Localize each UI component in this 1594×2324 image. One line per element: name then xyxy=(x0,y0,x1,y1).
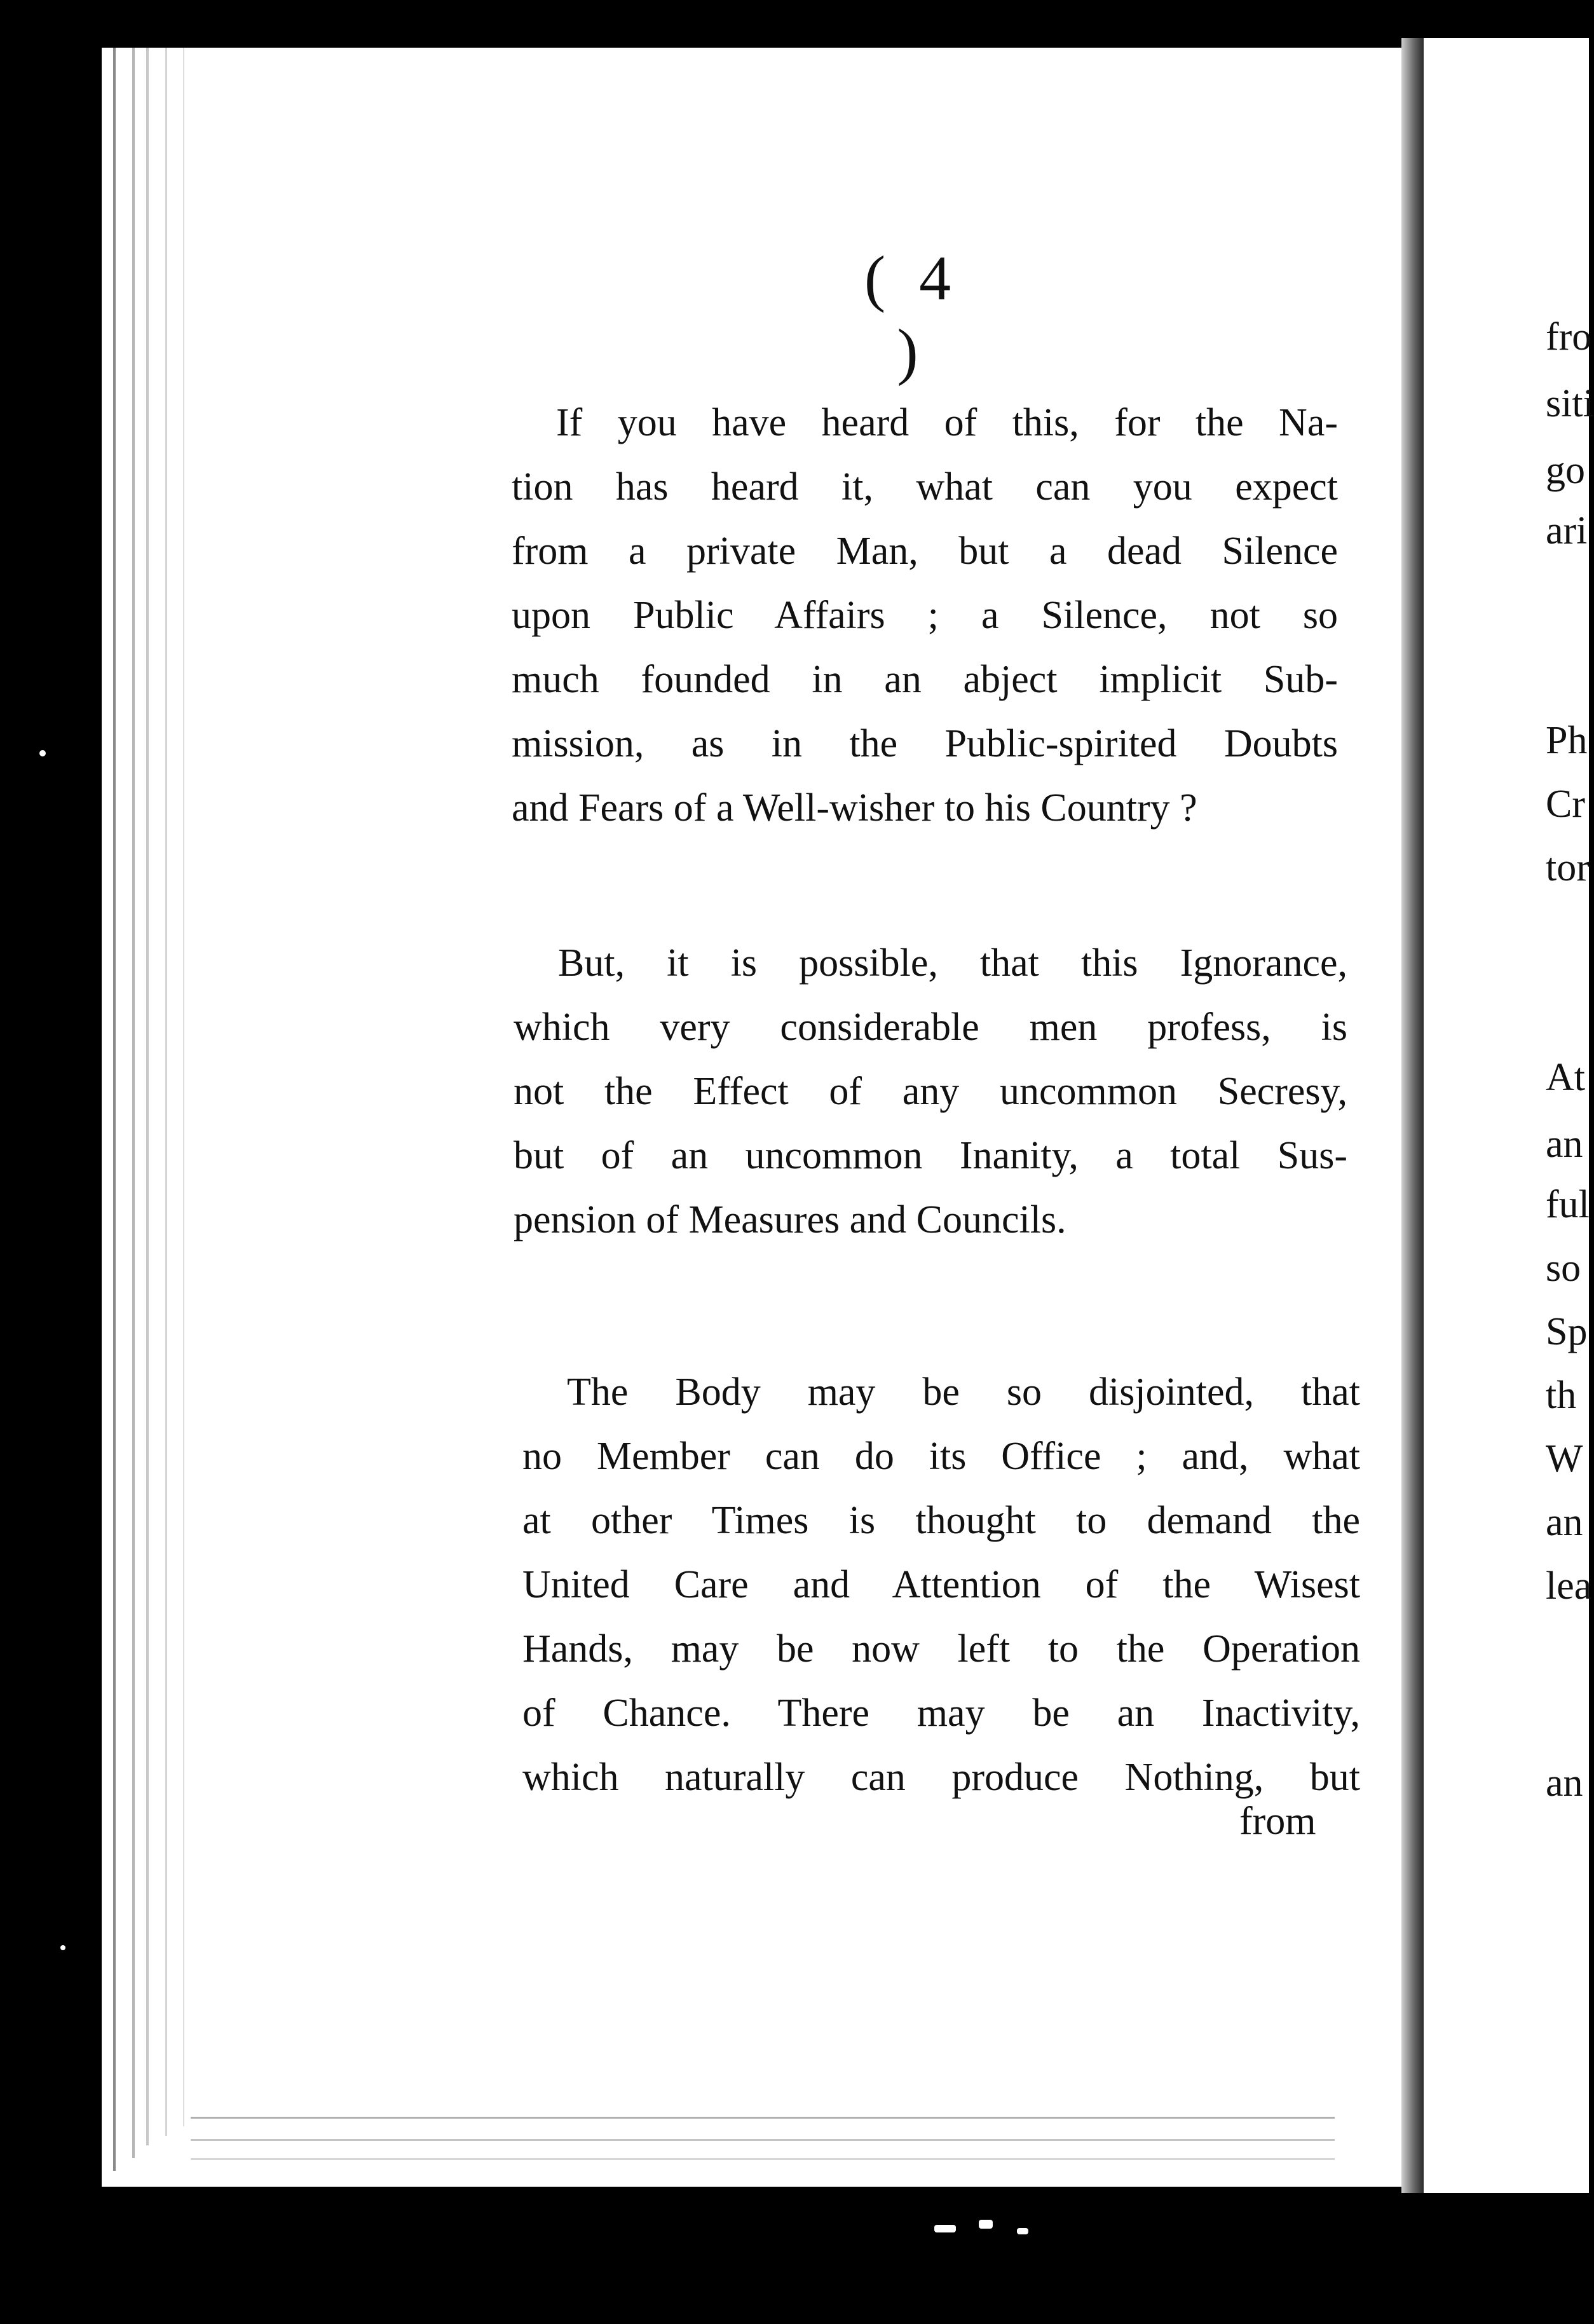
text-line: which naturally can produce Nothing, but xyxy=(522,1756,1360,1799)
scan-speck xyxy=(934,2225,956,2232)
page-edge xyxy=(183,48,184,2126)
text-line: but of an uncommon Inanity, a total Sus- xyxy=(514,1134,1347,1177)
text-line: upon Public Affairs ; a Silence, not so xyxy=(512,594,1338,637)
paragraph-2 xyxy=(514,931,1347,1252)
right-page-fragment: ful xyxy=(1546,1183,1590,1226)
right-page-fragment: siti xyxy=(1546,382,1594,425)
right-page-fragment: an xyxy=(1546,1761,1583,1805)
text-line: If you have heard of this, for the Na- xyxy=(556,401,1338,444)
right-page-fragment: Ph xyxy=(1546,719,1588,762)
page-number: ( 4 ) xyxy=(864,243,960,386)
right-page-fragment: an xyxy=(1546,1123,1583,1166)
text-line: not the Effect of any uncommon Secresy, xyxy=(514,1070,1347,1113)
right-page-fragment: ari xyxy=(1546,509,1588,552)
text-line: But, it is possible, that this Ignorance, xyxy=(558,941,1347,985)
text-line: at other Times is thought to demand the xyxy=(522,1499,1360,1542)
right-page xyxy=(1424,38,1594,2193)
right-page-fragment: so xyxy=(1546,1247,1581,1290)
page-edge xyxy=(113,48,116,2171)
page-bottom-edge xyxy=(191,2139,1335,2141)
paragraph-3 xyxy=(522,1360,1360,1810)
page-edge xyxy=(146,48,149,2145)
page-edge xyxy=(132,48,135,2158)
scan-speck xyxy=(39,750,46,756)
text-line: Hands, may be now left to the Operation xyxy=(522,1627,1360,1671)
right-page-fragment: Sp xyxy=(1546,1310,1588,1353)
right-page-fragment: fro xyxy=(1546,315,1592,359)
text-line: pension of Measures and Councils. xyxy=(514,1198,1066,1241)
scan-speck xyxy=(979,2220,993,2229)
text-line: of Chance. There may be an Inactivity, xyxy=(522,1692,1360,1735)
paragraph-1 xyxy=(512,391,1338,840)
right-page-fragment: go xyxy=(1546,449,1585,492)
right-page-fragment: th xyxy=(1546,1374,1577,1417)
text-line: mission, as in the Public-spirited Doubts xyxy=(512,722,1338,765)
scan-speck xyxy=(1017,2228,1028,2234)
text-line: and Fears of a Well-wisher to his Country ? xyxy=(512,786,1197,830)
text-line: from a private Man, but a dead Silence xyxy=(512,530,1338,573)
right-page-fragment: W xyxy=(1546,1437,1583,1480)
right-page-fragment: Cr xyxy=(1546,783,1585,826)
scan-speck xyxy=(60,1945,65,1950)
page-bottom-edge xyxy=(191,2117,1335,2119)
text-line: much founded in an abject implicit Sub- xyxy=(512,658,1338,701)
text-line: United Care and Attention of the Wisest xyxy=(522,1563,1360,1606)
book-gutter xyxy=(1401,38,1424,2193)
page-edge xyxy=(165,48,167,2136)
text-line: The Body may be so disjointed, that xyxy=(567,1370,1360,1414)
right-page-fragment: lea xyxy=(1546,1564,1592,1608)
text-line: which very considerable men profess, is xyxy=(514,1006,1347,1049)
right-page-fragment: At xyxy=(1546,1056,1585,1099)
right-page-fragment: tor xyxy=(1546,846,1590,889)
text-line: tion has heard it, what can you expect xyxy=(512,465,1338,509)
right-page-fragment: an xyxy=(1546,1501,1583,1544)
catchword: from xyxy=(1239,1800,1316,1843)
text-line: no Member can do its Office ; and, what xyxy=(522,1435,1360,1478)
page-bottom-edge xyxy=(191,2158,1335,2160)
